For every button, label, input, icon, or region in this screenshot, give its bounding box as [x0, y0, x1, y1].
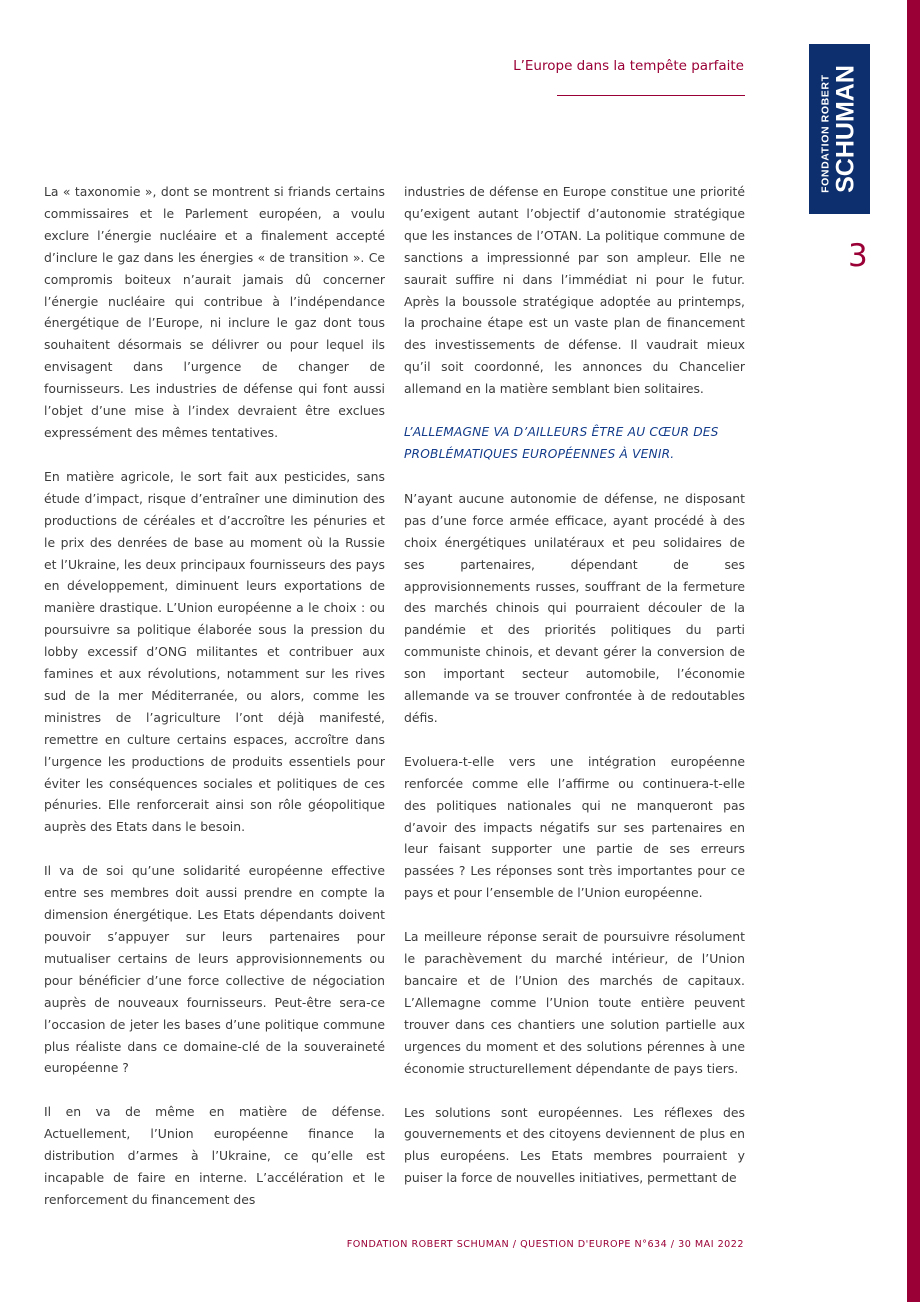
paragraph: Il en va de même en matière de défense. Actuellement, l’Union européenne finance la distribution d’armes à l’Ukraine, ce qu’elle est incapable de faire en interne. L’accélération et le renforcement du financement des: [44, 1104, 385, 1207]
logo-line2: SCHUMAN: [830, 65, 859, 193]
logo-text: [820, 65, 858, 193]
paragraph: Les solutions sont européennes. Les réflexes des gouvernements et des citoyens deviennent de plus en plus européens. Les Etats membres pourraient y puiser la force de nouvelles initiatives, permettant de: [404, 1104, 745, 1186]
title-rule: [557, 95, 745, 96]
right-column: [404, 181, 745, 1211]
logo-line1: FONDATION ROBERT: [819, 74, 832, 193]
side-accent-strip: [907, 0, 920, 1302]
paragraph: La meilleure réponse serait de poursuivre résolument le parachèvement du marché intérieur, de l’Union bancaire et de l’Union des marchés de capitaux. L’Allemagne comme l’Union toute entière peuvent trouver dans ces chantiers une solution partielle aux urgences du moment et des solutions pérennes à une économie structurellement dépendante de pays tiers.: [404, 929, 745, 1076]
paragraph: Evoluera-t-elle vers une intégration européenne renforcée comme elle l’affirme ou continuera-t-elle des politiques nationales qui ne manqueront pas d’avoir des impacts négatifs sur ses partenaires en leur faisant supporter une partie de ses erreurs passées ? Les réponses sont très importantes pour ce pays et pour l’ensemble de l’Union européenne.: [404, 753, 745, 901]
paragraph: Il va de soi qu’une solidarité européenne effective entre ses membres doit aussi prendre en compte la dimension énergétique. Les Etats dépendants doivent pouvoir s’appuyer sur leurs partenaires pour mutualiser certains de leurs approvisionnements ou pour bénéficier d’une force collective de négociation auprès de nouveaux fournisseurs. Peut-être sera-ce l’occasion de jeter les bases d’une politique commune plus réaliste dans ce domaine-clé de la souveraineté européenne ?: [44, 863, 385, 1076]
section-subheading: L’ALLEMAGNE VA D’AILLEURS ÊTRE AU CŒUR DES PROBLÉMATIQUES EUROPÉENNES À VENIR.: [404, 425, 719, 461]
left-column: [44, 181, 385, 1233]
page-footer: FONDATION ROBERT SCHUMAN / QUESTION D'EUROPE N°634 / 30 MAI 2022: [346, 1239, 744, 1250]
paragraph: N’ayant aucune autonomie de défense, ne disposant pas d’une force armée efficace, ayant procédé à des choix énergétiques unilatéraux et peu solidaires de ses partenaires, dépendant de ses approvisionnements russes, souffrant de la fermeture des marchés chinois qui pourraient découler de la pandémie et des priorités politiques du parti communiste chinois, et devant gérer la conversion de son important secteur automobile, l’économie allemande va se trouver confrontée à de redoutables défis.: [404, 490, 745, 725]
paragraph: La « taxonomie », dont se montrent si friands certains commissaires et le Parlement européen, a voulu exclure l’énergie nucléaire et a finalement accepté d’inclure le gaz dans les énergies « de transition ». Ce compromis boiteux n’aurait jamais dû concerner l’énergie nucléaire qui contribue à l’indépendance énergétique de l’Europe, ni inclure le gaz dont tous souhaitent désormais se délivrer ou pour lequel ils envisagent dans l’urgence de changer de fournisseurs. Les industries de défense qui font aussi l’objet d’une mise à l’index devraient être exclues expressément des mêmes tentatives.: [44, 184, 385, 440]
page-number: 3: [848, 238, 868, 274]
running-title: L’Europe dans la tempête parfaite: [513, 58, 744, 74]
paragraph: En matière agricole, le sort fait aux pesticides, sans étude d’impact, risque d’entraîner une diminution des productions de céréales et d’accroître les pénuries et le prix des denrées de base au moment où la Russie et l’Ukraine, les deux principaux fournisseurs des pays en développement, diminuent leurs exportations de manière drastique. L’Union européenne a le choix : ou poursuivre sa politique élaborée sous la pression du lobby excessif d’ONG militantes et contribuer aux famines et aux révolutions, notamment sur les rives sud de la mer Méditerranée, ou alors, comme les ministres de l’agriculture l’ont déjà manifesté, remettre en culture certains espaces, accroître dans l’urgence les productions de produits essentiels pour éviter les conséquences sociales et politiques de ces pénuries. Elle renforcerait ainsi son rôle géopolitique auprès des Etats dans le besoin.: [44, 468, 385, 835]
paragraph: industries de défense en Europe constitue une priorité qu’exigent autant l’objectif d’autonomie stratégique que les instances de l’OTAN. La politique commune de sanctions a impressionné par son ampleur. Elle ne saurait suffire ni dans l’immédiat ni pour le futur. Après la boussole stratégique adoptée au printemps, la prochaine étape est un vaste plan de financement des investissements de défense. Il vaudrait mieux qu’il soit coordonné, les annonces du Chancelier allemand en la matière semblant bien solitaires.: [404, 184, 745, 397]
foundation-logo: [809, 44, 870, 214]
